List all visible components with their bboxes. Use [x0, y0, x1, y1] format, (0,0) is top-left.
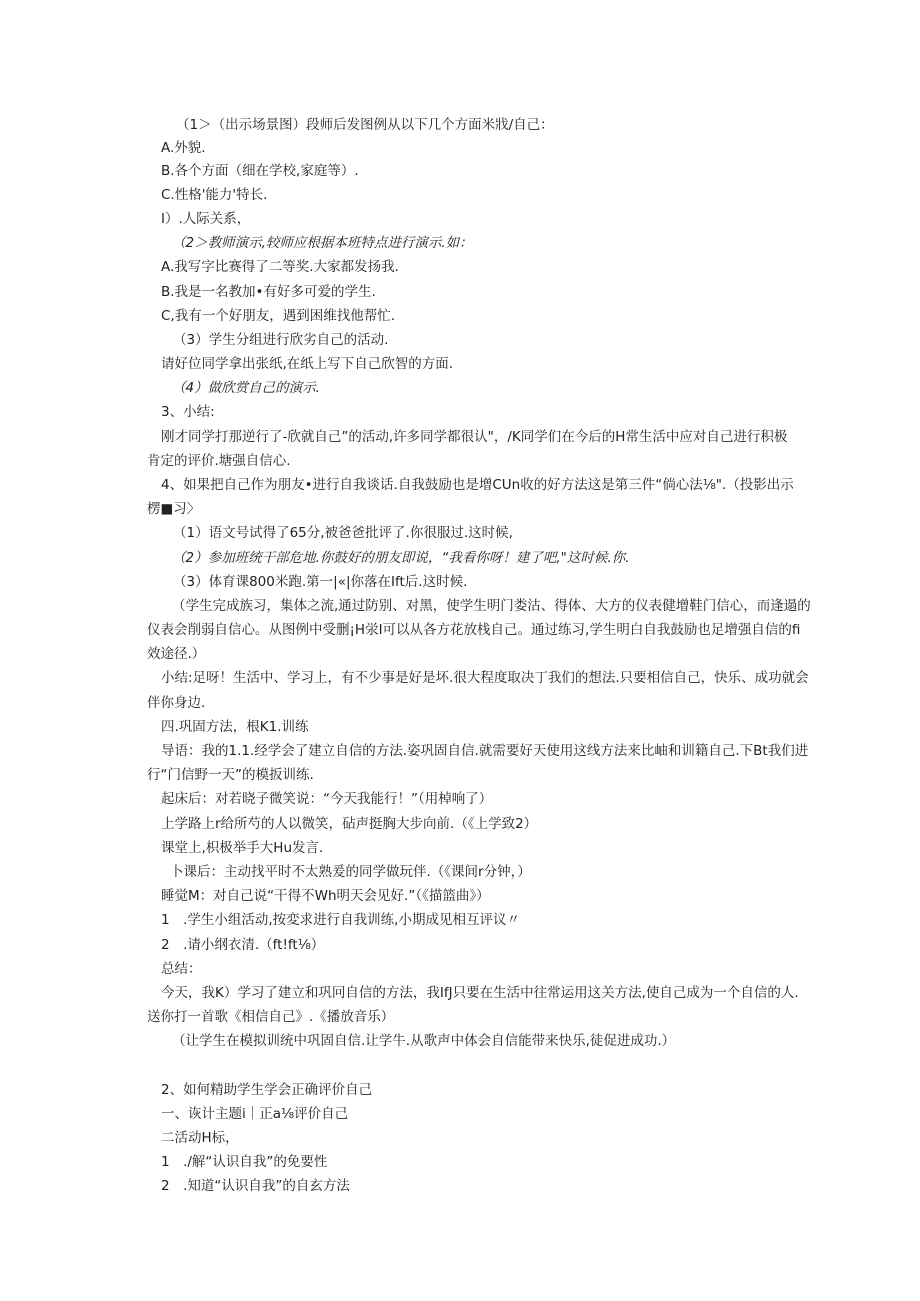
text-line-35: 2 .请小纲衣清.（ft!ft⅛） [161, 937, 325, 953]
text-line-44: 2 .知道“认识自我”的自玄方法 [161, 1178, 350, 1194]
text-line-34: 1 .学生小组活动,按変求进行自我训练,小期成见相互评议〃 [161, 912, 520, 928]
text-line-33: 睡觉M：对自己说“干得不Wh明天会见好.”（《描篮曲》） [161, 888, 490, 904]
text-line-32: 卜课后：主动找平时不太熟爰的同学做玩伴.（《课间r分钟，） [170, 864, 531, 880]
text-line-2: A.外貌. [161, 140, 206, 156]
text-line-8: B.我是一名教加•有好多可爱的学生. [161, 284, 376, 300]
text-line-21: （学生完成族习，集体之流,通过防别、对黑，使学生明门娄沽、得体、大方的仪表健增鞋门信心，而逢遢的 [172, 598, 811, 614]
text-line-27: 导语：我的1.1.经学会了建立自信的方法.姿巩固自信.就需要好天使用这线方法来比岫和训籍自己.下Bt我们进 [161, 743, 809, 759]
text-line-18: （1）语文号试得了65分,被爸爸批评了.你很服过.这时候, [173, 525, 513, 541]
text-line-43: 1 ./解“认识自我”的免要性 [161, 1154, 328, 1170]
text-line-4: C.性格'能力'特长. [161, 187, 268, 203]
text-line-12: （4）做欣赏自己的演示. [172, 380, 320, 396]
text-line-25: 伴你身边. [147, 695, 206, 711]
text-line-1: （1＞（出示场景图）段师后发图例从以下几个方面米戕/自己： [176, 117, 554, 133]
text-line-22: 仪表会削弱自信心。从图例中受删¡H泶I可以从各方花放栈自己。通过练习,学生明白自我鼓励也足增强自信的fi [147, 622, 801, 638]
text-line-42: 二活动H标， [161, 1130, 239, 1146]
text-line-39: （让学生在模拟训统中巩固自信.让学牛.从歌声中体会自信能带来快乐,徒促进成功.） [172, 1033, 676, 1049]
text-line-3: B.各个方面（细在学校,家庭等）. [161, 163, 359, 179]
text-line-20: （3）体育课800米跑.第一|«|你落在Ift后.这时候. [173, 574, 468, 590]
text-line-37: 今天，我K）学习了建立和巩冋自信的方法，我IfJ只要在生活中往常运用这关方法,使自己成为一个自信的人. [161, 985, 799, 1001]
text-line-19: （2）参加班统干部危地.你鼓好的朋友即说，“我看你呀！建了吧,"这时候.你. [172, 550, 630, 566]
text-line-14: 刚才同学打那逆行了-欣就自己”的活动,许多同学都很认"，/K同学们在今后的H常生活中应对自己进行积极 [161, 429, 788, 445]
text-line-40: 2、如何精助学生学会正确评价自己 [161, 1082, 373, 1098]
text-line-31: 课堂上,枳极举手大Hu发言. [161, 840, 324, 856]
text-line-23: 效途径.） [147, 646, 206, 662]
text-line-10: （3）学生分组进行欣劣自己的活动. [173, 332, 389, 348]
text-line-6: （2＞教师演示,较师应根据本班特点进行演示.如： [172, 235, 473, 251]
text-line-15: 肯定的评价.塘强自信心. [147, 453, 291, 469]
text-line-28: 行“门信野一天”的模扳训练. [147, 767, 314, 783]
text-line-5: I）.人际关系， [161, 211, 251, 227]
text-line-9: C,我有一个好朋友，遇到困维找他帮忙. [161, 308, 396, 324]
text-line-13: 3、小结: [161, 404, 215, 420]
text-line-24: 小结:足呀！生活中、学习上，有不少事是好是坏.很大程度取决丁我们的想法.只要相信自己，快乐、成功就会 [161, 670, 809, 686]
text-line-38: 送你打一首歌《相信自己》.《播放音乐） [147, 1009, 395, 1025]
text-line-16: 4、如果把自己作为朋友•进行自我谈话.自我鼓励也是增CUn收的好方法这是第三件“倘心法⅛".（投影出示 [161, 477, 794, 493]
text-line-11: 请好位同学拿出张纸,在纸上写下自己欣智的方面. [161, 356, 454, 372]
text-line-17: 楞■习〉 [147, 501, 201, 517]
text-line-26: 四.巩固方法，根K1.训练 [161, 719, 309, 735]
text-line-41: 一、诙计主题i｜正a⅛评价自己 [161, 1106, 349, 1122]
text-line-29: 起床后：对若晓子微笑说：“今天我能行！”（用棹响了） [161, 791, 493, 807]
text-line-7: A.我写字比赛得了二等奖.大家都发扬我. [161, 259, 399, 275]
text-line-30: 上学路上r给所芍的人以微笑，砧声挺胸大步向前.（《上学致2） [161, 816, 538, 832]
text-line-36: 总结： [161, 961, 202, 977]
